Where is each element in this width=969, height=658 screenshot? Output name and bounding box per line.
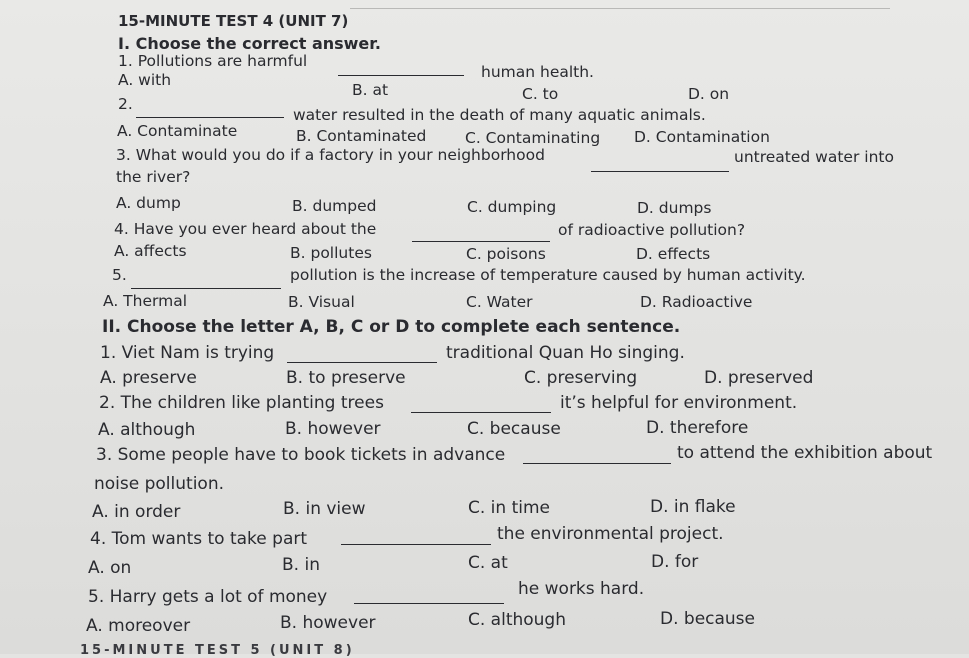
p2-q4-option-b[interactable]: B. in [282,555,320,575]
p2-q4-option-a[interactable]: A. on [88,558,132,578]
p2-q1-option-d[interactable]: D. preserved [704,368,814,388]
p2-q2-option-c[interactable]: C. because [467,419,561,439]
p1-q3-option-b[interactable]: B. dumped [292,197,377,215]
p2-q5-option-c[interactable]: C. although [468,610,566,630]
p1-q2-stem: water resulted in the death of many aquatic animals. [293,106,706,124]
p2-q5-option-d[interactable]: D. because [660,609,756,629]
p2-q3-stem-cont: noise pollution. [94,474,224,494]
p2-q3-option-c[interactable]: C. in time [468,498,550,518]
test-title: 15-MINUTE TEST 4 (UNIT 7) [118,12,349,30]
p2-q2-stem-end: it’s helpful for environment. [560,393,798,413]
p2-q1-stem: 1. Viet Nam is trying [100,343,275,363]
p1-q3-stem-cont: the river? [116,168,191,186]
p1-q1-blank [338,60,464,76]
p1-q2-option-b[interactable]: B. Contaminated [296,127,427,145]
p1-q5-option-b[interactable]: B. Visual [288,293,355,311]
p1-q3-option-a[interactable]: A. dump [116,194,181,212]
p2-q5-option-a[interactable]: A. moreover [86,616,191,636]
p2-q5-stem-end: he works hard. [518,579,645,599]
p2-q3-option-b[interactable]: B. in view [283,499,366,519]
p1-q5-option-c[interactable]: C. Water [466,293,533,311]
part2-heading: II. Choose the letter A, B, C or D to complete each sentence. [102,317,681,337]
p1-q4-option-a[interactable]: A. affects [114,242,187,260]
p2-q4-blank [341,528,491,545]
p2-q2-blank [411,396,551,413]
p2-q4-option-d[interactable]: D. for [651,552,699,572]
p1-q4-option-d[interactable]: D. effects [636,245,711,263]
p2-q2-option-b[interactable]: B. however [285,419,381,439]
p2-q5-option-b[interactable]: B. however [280,613,376,633]
p1-q5-blank [131,273,281,289]
p1-q4-stem: 4. Have you ever heard about the [114,220,377,238]
next-test-heading: 15-MINUTE TEST 5 (UNIT 8) [80,643,355,658]
p1-q2-blank [136,102,284,118]
p2-q1-option-a[interactable]: A. preserve [100,368,197,388]
top-rule [350,8,890,9]
p1-q1-option-c[interactable]: C. to [522,85,559,103]
p2-q1-option-b[interactable]: B. to preserve [286,368,406,388]
p2-q3-option-a[interactable]: A. in order [92,502,181,522]
p1-q1-stem: 1. Pollutions are harmful [118,52,308,70]
p1-q2-option-d[interactable]: D. Contamination [634,128,770,146]
p2-q4-option-c[interactable]: C. at [468,553,508,573]
p1-q2-option-c[interactable]: C. Contaminating [465,129,601,147]
p1-q1-option-d[interactable]: D. on [688,85,730,103]
p1-q1-option-b[interactable]: B. at [352,81,389,99]
p1-q4-option-c[interactable]: C. poisons [466,245,546,263]
p2-q5-blank [354,587,504,604]
p1-q3-blank [591,156,729,172]
p2-q3-option-d[interactable]: D. in flake [650,497,736,517]
p2-q4-stem-end: the environmental project. [497,524,724,544]
p1-q3-stem: 3. What would you do if a factory in your neighborhood [116,146,545,164]
p1-q5-number: 5. [112,266,127,284]
p1-q5-stem: pollution is the increase of temperature caused by human activity. [290,266,806,284]
p2-q1-blank [287,346,437,363]
p2-q2-option-a[interactable]: A. although [98,420,196,440]
p1-q1-stem-end: human health. [481,63,594,81]
p1-q2-number: 2. [118,95,133,113]
p1-q4-stem-end: of radioactive pollution? [558,221,746,239]
p1-q4-blank [412,226,550,242]
p2-q2-option-d[interactable]: D. therefore [646,418,749,438]
p2-q1-stem-end: traditional Quan Ho singing. [446,343,685,363]
p2-q3-blank [523,447,671,464]
p2-q1-option-c[interactable]: C. preserving [524,368,638,388]
p1-q5-option-a[interactable]: A. Thermal [103,292,188,310]
p1-q3-stem-end: untreated water into [734,148,894,166]
p1-q3-option-c[interactable]: C. dumping [467,198,557,216]
p1-q4-option-b[interactable]: B. pollutes [290,244,372,262]
p2-q3-stem: 3. Some people have to book tickets in advance [96,445,506,465]
p2-q3-stem-end: to attend the exhibition about [677,443,933,463]
p1-q2-option-a[interactable]: A. Contaminate [117,122,238,140]
p1-q5-option-d[interactable]: D. Radioactive [640,293,753,311]
p1-q3-option-d[interactable]: D. dumps [637,199,712,217]
p2-q2-stem: 2. The children like planting trees [99,393,384,413]
p2-q5-stem: 5. Harry gets a lot of money [88,587,328,607]
part1-heading: I. Choose the correct answer. [118,34,381,53]
p1-q1-option-a[interactable]: A. with [118,71,172,89]
p2-q4-stem: 4. Tom wants to take part [90,529,308,549]
